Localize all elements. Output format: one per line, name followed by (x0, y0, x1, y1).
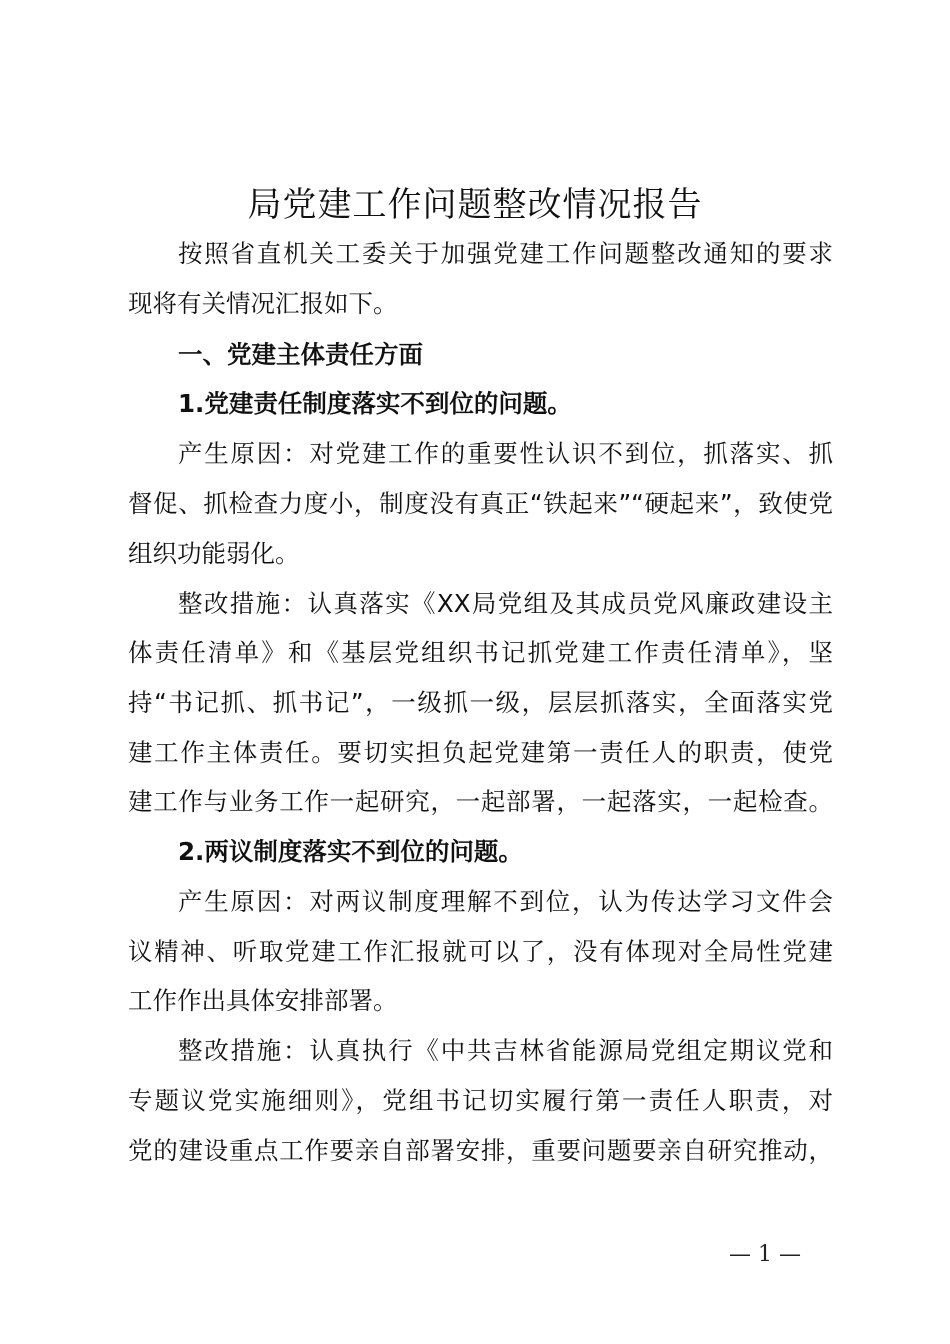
paragraph-line: 产生原因：对两议制度理解不到位，认为传达学习文件会 (178, 887, 833, 916)
paragraph-line: 党的建设重点工作要亲自部署安排，重要问题要亲自研究推动， (128, 1136, 833, 1165)
paragraph-line: 组织功能弱化。 (128, 539, 300, 568)
paragraph-line: 按照省直机关工委关于加强党建工作问题整改通知的要求 (178, 239, 833, 268)
paragraph-line: 持“书记抓、抓书记”，一级抓一级，层层抓落实，全面落实党 (128, 688, 833, 717)
paragraph-line: 建工作主体责任。要切实担负起党建第一责任人的职责，使党 (128, 738, 833, 767)
document-title: 局党建工作问题整改情况报告 (247, 185, 703, 225)
subsection-heading: 2.两议制度落实不到位的问题。 (178, 837, 523, 866)
paragraph-line: 工作作出具体安排部署。 (128, 986, 398, 1015)
paragraph-line: 体责任清单》和《基层党组织书记抓党建工作责任清单》，坚 (128, 638, 833, 667)
paragraph-line: 整改措施：认真落实《XX局党组及其成员党风廉政建设主 (178, 589, 833, 618)
paragraph-line: 整改措施：认真执行《中共吉林省能源局党组定期议党和 (178, 1036, 833, 1065)
paragraph-line: 专题议党实施细则》，党组书记切实履行第一责任人职责，对 (128, 1086, 833, 1115)
section-heading: 一、党建主体责任方面 (178, 340, 423, 369)
paragraph-line: 督促、抓检查力度小，制度没有真正“铁起来”“硬起来”，致使党 (128, 489, 833, 518)
paragraph-line: 建工作与业务工作一起研究，一起部署，一起落实，一起检查。 (128, 787, 833, 816)
paragraph-line: 现将有关情况汇报如下。 (128, 289, 398, 318)
page-number: — 1 — (729, 1242, 801, 1267)
subsection-heading: 1.党建责任制度落实不到位的问题。 (178, 389, 572, 418)
paragraph-line: 产生原因：对党建工作的重要性认识不到位，抓落实、抓 (178, 439, 833, 468)
paragraph-line: 议精神、听取党建工作汇报就可以了，没有体现对全局性党建 (128, 937, 833, 966)
